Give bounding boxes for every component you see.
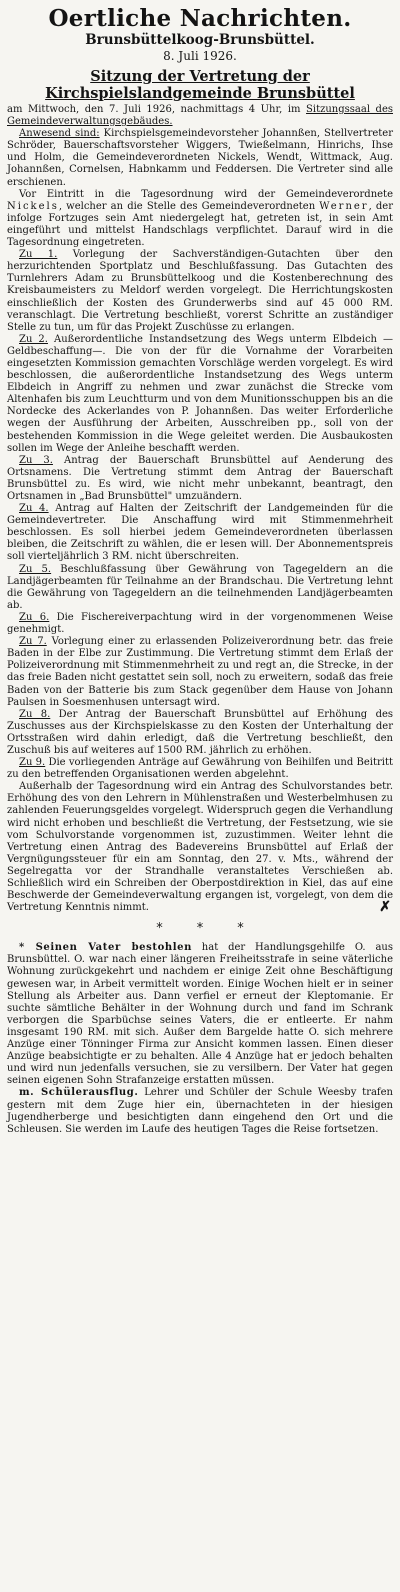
agenda-item-label: Zu 6. [19, 611, 50, 623]
agenda-item-text: Beschlußfassung über Gewährung von Tagegeldern an die Landjägerbeamten für Teilnahme an der Brandschau. Die Vertretung lehnt die Gewährung von Tagegeldern an die teilnehmenden Landjägerbeamten ab. [7, 563, 394, 611]
agenda-item [7, 249, 393, 334]
article-headline-line-2: Kirchspielslandgemeinde Brunsbüttel [45, 85, 355, 102]
agenda-item-label: Zu 8. [19, 708, 51, 720]
opening-text-c: , der infolge Fortzuges sein Amt niedergelegt hat, getreten ist, in sein Amt eingeführt und mittelst Handschlags verpflichtet. Darauf wird in die Tagesordnung eingetreten. [7, 200, 393, 249]
agenda-item [7, 757, 393, 781]
news-item [7, 942, 393, 1087]
agenda-item-label: Zu 1. [19, 249, 58, 261]
agenda-item-text: Die vorliegenden Anträge auf Gewährung von Beihilfen und Beitritt zu den betreffenden Organisationen werden abgelehnt. [7, 757, 394, 781]
opening-text-a: Vor Eintritt in die Tagesordnung wird der Gemeindeverordnete [19, 188, 393, 200]
dateline: 8. Juli 1926. [163, 49, 237, 63]
opening-name-nickels: Nickels [7, 200, 59, 212]
agenda-item-text: Vorlegung einer zu erlassenden Polizeiverordnung betr. das freie Baden in der Elbe zur Zustimmung. Die Vertretung stimmt dem Erlaß der Polizeiverordnung mit Stimmenmehrheit zu und regt an, die Strecke, in der das freie Baden nicht gestattet sein soll, noch zu erweitern, sodaß das freie Baden von der Batterie bis zum Stack gegenüber dem Hause von Johann Paulsen in Soesmenhusen untersagt wird. [7, 636, 393, 708]
star-icon: * [156, 921, 163, 937]
agenda-item-text: Antrag der Bauerschaft Brunsbüttel auf Aenderung des Ortsnamens. Die Vertretung stimmt dem Antrag der Bauerschaft Brunsbüttel zu. Es wird, wie nicht mehr unbekannt, beantragt, den Ortsnamen in „Bad Brunsbüttel" umzuändern. [7, 454, 393, 502]
news-item-text: Lehrer und Schüler der Schule Weesby trafen gestern mit dem Zuge hier ein, übernachteten in der hiesigen Jugendherberge und besichtigten dann eingehend den Ort und die Schleusen. Sie werden im Laufe des heutigen Tages die Reise fortsetzen. [7, 1087, 393, 1135]
attendance-text: Kirchspielsgemeindevorsteher Johannßen, Stellvertreter Schröder, Bauerschaftsvorsteher Wiggers, Twießelmann, Hinrichs, Ihse und Holm, die Gemeindeverordneten Nickels, Wendt, Wittmack, Aug. Johannßen, Cornelsen, Habnkamm und Feddersen. Die Vertreter sind alle erschienen. [7, 128, 393, 188]
agenda-item [7, 612, 393, 636]
agenda-item-label: Zu 9. [19, 757, 46, 769]
agenda-item [7, 455, 393, 503]
opening-name-werner: Werner [319, 200, 369, 212]
news-item-text: hat der Handlungsgehilfe O. aus Brunsbüttel. O. war nach einer längeren Freiheitsstrafe in seine väterliche Wohnung zurückgekehrt und nachdem er einige Zeit ohne Beschäftigung gewesen war, in Arbeit vermittelt worden. Einige Wochen hielt er in seiner Stellung als Arbeiter aus. Dann verfiel er erneut der Kleptomanie. Er suchte sämtliche Behälter in der Wohnung durch und fand im Schrank verborgen die Sparbüchse seines Vaters, die er entleerte. Er nahm insgesamt 190 RM. mit sich. Außer dem Bargelde hatte O. sich mehrere Anzüge einer Tönninger Firma zur Ansicht kommen lassen. Einen dieser Anzüge beabsichtigte er zu behalten. Alle 4 Anzüge hat er jedoch behalten und wird nun jedenfalls versuchen, sie zu versilbern. Der Vater hat gegen seinen eigenen Sohn Strafanzeige erstatten müssen. [7, 942, 394, 1087]
news-item-lead: m. Schülerausflug. [19, 1087, 139, 1099]
section-masthead: Oertliche Nachrichten. [48, 5, 352, 32]
agenda-item-label: Zu 2. [19, 333, 48, 345]
intro-venue: Sitzungssaal des Gemeindeverwaltungsgebäudes. [7, 104, 393, 128]
agenda-item [7, 636, 393, 709]
news-item-lead: * Seinen Vater bestohlen [19, 942, 192, 954]
agenda-item-text: Antrag auf Halten der Zeitschrift der Landgemeinden für die Gemeindevertreter. Die Anschaffung wird mit Stimmenmehrheit beschlossen. Es soll hierbei jedem Gemeindeverordneten überlassen bleiben, die Zeitschrift zu wählen, die er lesen will. Der Abonnementspreis soll vierteljährlich 3 RM. nicht überschreiten. [7, 503, 394, 563]
article-headline-line-1: Sitzung der Vertretung der [90, 68, 310, 85]
closing-paragraph: Außerhalb der Tagesordnung wird ein Antrag des Schulvorstandes betr. Erhöhung des von den Lehrern in Mühlenstraßen und Westerbelmhusen zu zahlenden Feuerungsgeldes vorgelegt. Widerspruch gegen die Verhandlung wird nicht erhoben und beschließt die Vertretung, der Festsetzung, wie sie vom Schulvorstande vorgenommen ist, zuzustimmen. Weiter lehnt die Vertretung einen Antrag des Badevereins Brunsbüttel auf Erlaß der Vergnügungssteuer für ein am Sonntag, den 27. v. Mts., während der Segelregatta vor der Strandhalle veranstaltetes Verschießen ab. Schließlich wird ein Schreiben der Oberpostdirektion in Kiel, das auf eine Beschwerde der Gemeindeverwaltung ergangen ist, vorgelegt, von dem die Vertretung Kenntnis nimmt. [7, 781, 393, 914]
agenda-item-label: Zu 4. [19, 503, 49, 515]
agenda-item-label: Zu 5. [19, 563, 52, 575]
intro-text: am Mittwoch, den 7. Juli 1926, nachmittags 4 Uhr, im [7, 104, 307, 115]
opening-paragraph [7, 189, 393, 249]
agenda-item-text: Außerordentliche Instandsetzung des Wegs unterm Elbdeich — Geldbeschaffung—. Die von der für die Vornahme der Vorarbeiten eingesetzten Kommission gemachten Vorschläge werden vorgelegt. Es wird beschlossen, die außerordentliche Instandsetzung des Wegs unterm Elbdeich in Angriff zu nehmen und zwar zunächst die Strecke vom Altenhafen bis zum Leuchtturm und von dem Munitionsschuppen bis an die Nordecke des Ackerlandes von P. Johannßen. Das weiter Erforderliche wegen der Ausführung der Arbeiten, Ausschreiben pp., soll von der bestehenden Kommission in die Wege geleitet werden. Die Ausbaukosten sollen im Wege der Anleihe beschafft werden. [7, 333, 394, 454]
agenda-item [7, 334, 393, 455]
star-icon: * [237, 921, 244, 937]
agenda-item-text: Der Antrag der Bauerschaft Brunsbüttel auf Erhöhung des Zuschusses aus der Kirchspielskasse zu den Kosten der Unterhaltung der Ortsstraßen wird dahin erledigt, daß die Vertretung beschließt, den Zuschuß bis auf weiteres auf 1500 RM. jährlich zu erhöhen. [7, 708, 394, 756]
agenda-item [7, 709, 393, 757]
agenda-item [7, 564, 393, 612]
attendance-label: Anwesend sind: [19, 128, 100, 140]
agenda-item-text: Vorlegung der Sachverständigen-Gutachten über den herzurichtenden Sportplatz und Beschlußfassung. Das Gutachten des Turnlehrers Adam zu Brunsbüttelkoog und die Kostenberechnung des Kreisbaumeisters zu Meldorf werden vorgelegt. Die Herrichtungskosten einschließlich der Kosten des Grunderwerbs sind auf 45 000 RM. veranschlagt. Die Vertretung beschließt, vorerst Schritte an zuständiger Stelle zu tun, um für das Projekt Zuschüsse zu erlangen. [7, 249, 393, 333]
agenda-item [7, 503, 393, 563]
asterism-separator [7, 922, 393, 936]
star-icon: * [196, 921, 204, 937]
cross-mark-icon: ✗ [379, 899, 391, 916]
agenda-item-label: Zu 3. [19, 454, 53, 466]
agenda-item-text: Die Fischereiverpachtung wird in der vorgenommenen Weise genehmigt. [7, 611, 394, 636]
opening-text-b: , welcher an die Stelle des Gemeindeverordneten [58, 200, 320, 212]
agenda-item-label: Zu 7. [19, 636, 47, 648]
news-item [7, 1087, 393, 1135]
place-subheading: Brunsbüttelkoog-Brunsbüttel. [85, 32, 315, 48]
closing-block [7, 781, 393, 914]
article-intro [7, 104, 393, 128]
attendance-paragraph [7, 128, 393, 188]
